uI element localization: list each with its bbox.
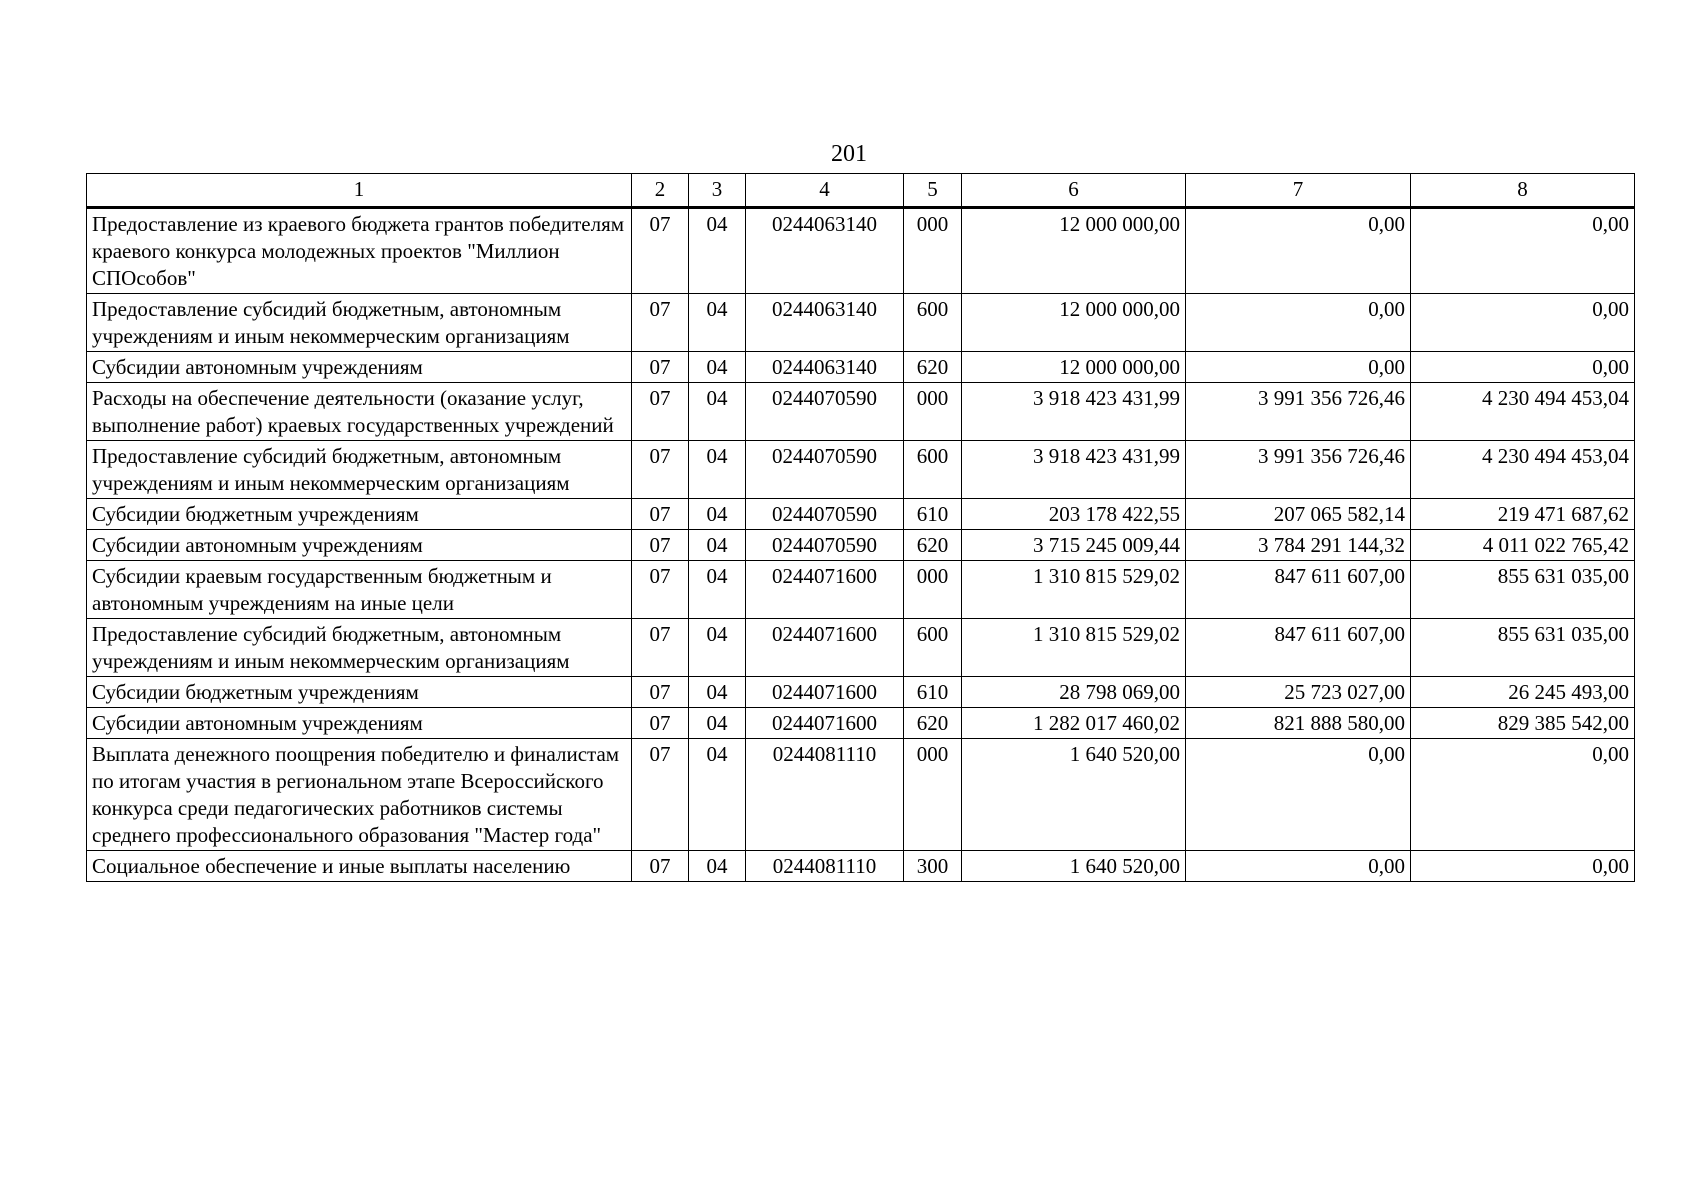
budget-table bbox=[86, 173, 1635, 882]
table-row bbox=[87, 499, 1635, 530]
expense-type-cell: 620 bbox=[904, 708, 962, 739]
column-header-1: 1 bbox=[87, 174, 632, 208]
amount-col6-cell: 1 310 815 529,02 bbox=[962, 561, 1186, 619]
section-code-cell: 07 bbox=[632, 530, 689, 561]
amount-col8-cell: 829 385 542,00 bbox=[1411, 708, 1635, 739]
amount-col7-cell: 0,00 bbox=[1186, 739, 1411, 851]
section-code-cell: 07 bbox=[632, 208, 689, 294]
expense-type-cell: 000 bbox=[904, 383, 962, 441]
amount-col7-cell: 0,00 bbox=[1186, 208, 1411, 294]
table-row bbox=[87, 208, 1635, 294]
target-article-cell: 0244070590 bbox=[746, 441, 904, 499]
amount-col6-cell: 12 000 000,00 bbox=[962, 294, 1186, 352]
amount-col7-cell: 3 991 356 726,46 bbox=[1186, 441, 1411, 499]
amount-col7-cell: 3 991 356 726,46 bbox=[1186, 383, 1411, 441]
amount-col8-cell: 4 230 494 453,04 bbox=[1411, 383, 1635, 441]
section-code-cell: 07 bbox=[632, 619, 689, 677]
row-name-cell: Субсидии автономным учреждениям bbox=[87, 708, 632, 739]
target-article-cell: 0244070590 bbox=[746, 530, 904, 561]
expense-type-cell: 610 bbox=[904, 677, 962, 708]
target-article-cell: 0244071600 bbox=[746, 677, 904, 708]
expense-type-cell: 620 bbox=[904, 530, 962, 561]
amount-col6-cell: 3 918 423 431,99 bbox=[962, 441, 1186, 499]
target-article-cell: 0244070590 bbox=[746, 499, 904, 530]
section-code-cell: 07 bbox=[632, 677, 689, 708]
table-row bbox=[87, 352, 1635, 383]
target-article-cell: 0244063140 bbox=[746, 208, 904, 294]
table-row bbox=[87, 561, 1635, 619]
row-name-cell: Социальное обеспечение и иные выплаты населению bbox=[87, 851, 632, 882]
column-header-6: 6 bbox=[962, 174, 1186, 208]
amount-col8-cell: 0,00 bbox=[1411, 294, 1635, 352]
row-name-cell: Субсидии бюджетным учреждениям bbox=[87, 677, 632, 708]
subsection-code-cell: 04 bbox=[689, 619, 746, 677]
subsection-code-cell: 04 bbox=[689, 851, 746, 882]
subsection-code-cell: 04 bbox=[689, 499, 746, 530]
table-row bbox=[87, 441, 1635, 499]
row-name-cell: Предоставление субсидий бюджетным, автономным учреждениям и иным некоммерческим организациям bbox=[87, 619, 632, 677]
amount-col7-cell: 3 784 291 144,32 bbox=[1186, 530, 1411, 561]
table-row bbox=[87, 708, 1635, 739]
amount-col8-cell: 0,00 bbox=[1411, 352, 1635, 383]
page-number: 201 bbox=[831, 141, 867, 167]
table-row bbox=[87, 530, 1635, 561]
row-name-cell: Предоставление субсидий бюджетным, автономным учреждениям и иным некоммерческим организациям bbox=[87, 294, 632, 352]
subsection-code-cell: 04 bbox=[689, 383, 746, 441]
column-header-5: 5 bbox=[904, 174, 962, 208]
row-name-cell: Субсидии автономным учреждениям bbox=[87, 530, 632, 561]
subsection-code-cell: 04 bbox=[689, 530, 746, 561]
subsection-code-cell: 04 bbox=[689, 441, 746, 499]
amount-col6-cell: 1 282 017 460,02 bbox=[962, 708, 1186, 739]
subsection-code-cell: 04 bbox=[689, 294, 746, 352]
column-header-7: 7 bbox=[1186, 174, 1411, 208]
amount-col7-cell: 0,00 bbox=[1186, 851, 1411, 882]
column-header-8: 8 bbox=[1411, 174, 1635, 208]
header-row bbox=[87, 174, 1635, 208]
target-article-cell: 0244070590 bbox=[746, 383, 904, 441]
table-row bbox=[87, 851, 1635, 882]
table-row bbox=[87, 739, 1635, 851]
amount-col8-cell: 0,00 bbox=[1411, 208, 1635, 294]
subsection-code-cell: 04 bbox=[689, 208, 746, 294]
row-name-cell: Субсидии автономным учреждениям bbox=[87, 352, 632, 383]
section-code-cell: 07 bbox=[632, 294, 689, 352]
section-code-cell: 07 bbox=[632, 441, 689, 499]
column-header-3: 3 bbox=[689, 174, 746, 208]
column-header-2: 2 bbox=[632, 174, 689, 208]
amount-col7-cell: 25 723 027,00 bbox=[1186, 677, 1411, 708]
amount-col8-cell: 219 471 687,62 bbox=[1411, 499, 1635, 530]
amount-col6-cell: 12 000 000,00 bbox=[962, 208, 1186, 294]
expense-type-cell: 610 bbox=[904, 499, 962, 530]
target-article-cell: 0244071600 bbox=[746, 708, 904, 739]
amount-col6-cell: 203 178 422,55 bbox=[962, 499, 1186, 530]
row-name-cell: Субсидии бюджетным учреждениям bbox=[87, 499, 632, 530]
section-code-cell: 07 bbox=[632, 499, 689, 530]
section-code-cell: 07 bbox=[632, 561, 689, 619]
target-article-cell: 0244081110 bbox=[746, 739, 904, 851]
subsection-code-cell: 04 bbox=[689, 352, 746, 383]
row-name-cell: Расходы на обеспечение деятельности (оказание услуг, выполнение работ) краевых государственных учреждений bbox=[87, 383, 632, 441]
target-article-cell: 0244063140 bbox=[746, 352, 904, 383]
amount-col8-cell: 855 631 035,00 bbox=[1411, 619, 1635, 677]
amount-col8-cell: 4 230 494 453,04 bbox=[1411, 441, 1635, 499]
column-header-4: 4 bbox=[746, 174, 904, 208]
expense-type-cell: 000 bbox=[904, 208, 962, 294]
expense-type-cell: 300 bbox=[904, 851, 962, 882]
amount-col7-cell: 847 611 607,00 bbox=[1186, 619, 1411, 677]
amount-col8-cell: 26 245 493,00 bbox=[1411, 677, 1635, 708]
table-row bbox=[87, 294, 1635, 352]
amount-col6-cell: 28 798 069,00 bbox=[962, 677, 1186, 708]
target-article-cell: 0244071600 bbox=[746, 619, 904, 677]
section-code-cell: 07 bbox=[632, 851, 689, 882]
table-row bbox=[87, 677, 1635, 708]
amount-col6-cell: 1 310 815 529,02 bbox=[962, 619, 1186, 677]
table-row bbox=[87, 383, 1635, 441]
section-code-cell: 07 bbox=[632, 739, 689, 851]
amount-col7-cell: 207 065 582,14 bbox=[1186, 499, 1411, 530]
amount-col8-cell: 855 631 035,00 bbox=[1411, 561, 1635, 619]
target-article-cell: 0244071600 bbox=[746, 561, 904, 619]
subsection-code-cell: 04 bbox=[689, 708, 746, 739]
expense-type-cell: 000 bbox=[904, 561, 962, 619]
target-article-cell: 0244063140 bbox=[746, 294, 904, 352]
amount-col6-cell: 3 918 423 431,99 bbox=[962, 383, 1186, 441]
subsection-code-cell: 04 bbox=[689, 739, 746, 851]
subsection-code-cell: 04 bbox=[689, 561, 746, 619]
row-name-cell: Выплата денежного поощрения победителю и финалистам по итогам участия в региональном этапе Всероссийского конкурса среди педагогических работников системы среднего профессионального образования "Мастер года" bbox=[87, 739, 632, 851]
expense-type-cell: 000 bbox=[904, 739, 962, 851]
table-row bbox=[87, 619, 1635, 677]
amount-col7-cell: 0,00 bbox=[1186, 352, 1411, 383]
section-code-cell: 07 bbox=[632, 708, 689, 739]
expense-type-cell: 600 bbox=[904, 294, 962, 352]
expense-type-cell: 600 bbox=[904, 619, 962, 677]
amount-col7-cell: 0,00 bbox=[1186, 294, 1411, 352]
amount-col8-cell: 0,00 bbox=[1411, 851, 1635, 882]
expense-type-cell: 620 bbox=[904, 352, 962, 383]
amount-col8-cell: 4 011 022 765,42 bbox=[1411, 530, 1635, 561]
amount-col7-cell: 847 611 607,00 bbox=[1186, 561, 1411, 619]
table-body bbox=[87, 208, 1635, 882]
amount-col6-cell: 3 715 245 009,44 bbox=[962, 530, 1186, 561]
amount-col8-cell: 0,00 bbox=[1411, 739, 1635, 851]
amount-col6-cell: 1 640 520,00 bbox=[962, 739, 1186, 851]
expense-type-cell: 600 bbox=[904, 441, 962, 499]
section-code-cell: 07 bbox=[632, 352, 689, 383]
row-name-cell: Предоставление из краевого бюджета грантов победителям краевого конкурса молодежных проектов "Миллион СПОсобов" bbox=[87, 208, 632, 294]
section-code-cell: 07 bbox=[632, 383, 689, 441]
subsection-code-cell: 04 bbox=[689, 677, 746, 708]
row-name-cell: Субсидии краевым государственным бюджетным и автономным учреждениям на иные цели bbox=[87, 561, 632, 619]
row-name-cell: Предоставление субсидий бюджетным, автономным учреждениям и иным некоммерческим организациям bbox=[87, 441, 632, 499]
amount-col7-cell: 821 888 580,00 bbox=[1186, 708, 1411, 739]
amount-col6-cell: 1 640 520,00 bbox=[962, 851, 1186, 882]
target-article-cell: 0244081110 bbox=[746, 851, 904, 882]
amount-col6-cell: 12 000 000,00 bbox=[962, 352, 1186, 383]
